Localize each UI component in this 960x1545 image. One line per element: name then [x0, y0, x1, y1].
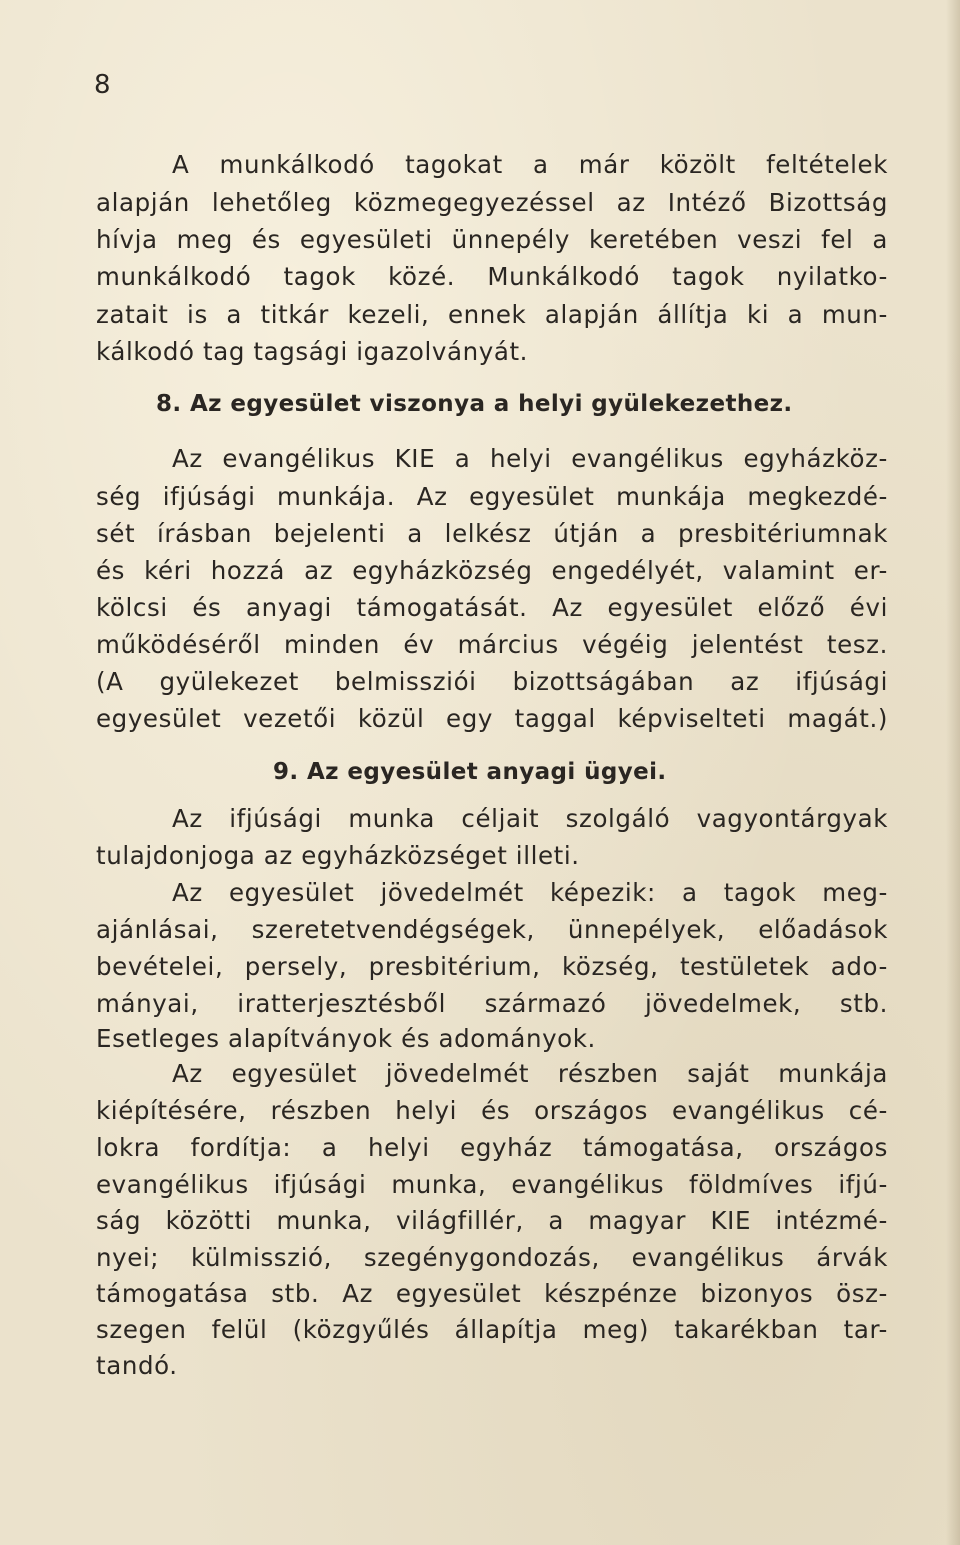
paragraph-1-line: kálkodó tag tagsági igazolványát. — [96, 337, 529, 366]
paragraph-2-line: működéséről minden év március végéig jelentést tesz. — [96, 630, 888, 659]
paragraph-3-line: tulajdonjoga az egyházközséget illeti. — [96, 841, 580, 870]
paragraph-2-line: és kéri hozzá az egyházközség engedélyét, valamint er- — [96, 556, 888, 585]
paragraph-4-line: Esetleges alapítványok és adományok. — [96, 1024, 596, 1053]
paragraph-5-line: támogatása stb. Az egyesület készpénze bizonyos ösz- — [96, 1279, 888, 1308]
paragraph-5-line: evangélikus ifjúsági munka, evangélikus földmíves ifjú- — [96, 1170, 888, 1199]
paragraph-2-line: egyesület vezetői közül egy taggal képviselteti magát.) — [96, 704, 888, 733]
paragraph-2-line: ség ifjúsági munkája. Az egyesület munkája megkezdé- — [96, 482, 888, 511]
paragraph-2-line: Az evangélikus KIE a helyi evangélikus egyházköz- — [172, 444, 888, 473]
paragraph-4-line: ajánlásai, szeretetvendégségek, ünnepélyek, előadások — [96, 915, 888, 944]
paragraph-5-line: kiépítésére, részben helyi és országos evangélikus cé- — [96, 1096, 888, 1125]
paragraph-2-line: kölcsi és anyagi támogatását. Az egyesület előző évi — [96, 593, 888, 622]
paragraph-1-line: munkálkodó tagok közé. Munkálkodó tagok nyilatko- — [96, 262, 888, 291]
paragraph-5-line: szegen felül (közgyűlés állapítja meg) takarékban tar- — [96, 1315, 888, 1344]
paragraph-1-line: hívja meg és egyesületi ünnepély keretében veszi fel a — [96, 225, 888, 254]
section-heading-9: 9. Az egyesület anyagi ügyei. — [273, 759, 667, 785]
paragraph-1-line: A munkálkodó tagokat a már közölt feltételek — [172, 150, 888, 179]
paragraph-5-line: tandó. — [96, 1351, 178, 1380]
page-edge-shadow — [946, 0, 960, 1545]
paragraph-3-line: Az ifjúsági munka céljait szolgáló vagyontárgyak — [172, 804, 888, 833]
paragraph-2-line: sét írásban bejelenti a lelkész útján a presbitériumnak — [96, 519, 888, 548]
paragraph-4-line: Az egyesület jövedelmét képezik: a tagok meg- — [172, 878, 888, 907]
paragraph-2-line: (A gyülekezet belmissziói bizottságában az ifjúsági — [96, 667, 888, 696]
paragraph-4-line: bevételei, persely, presbitérium, község, testületek ado- — [96, 952, 888, 981]
paragraph-5-line: lokra fordítja: a helyi egyház támogatása, országos — [96, 1133, 888, 1162]
paragraph-1-line: zatait is a titkár kezeli, ennek alapján állítja ki a mun- — [96, 300, 888, 329]
paragraph-5-line: Az egyesület jövedelmét részben saját munkája — [172, 1059, 888, 1088]
paragraph-5-line: ság közötti munka, világfillér, a magyar KIE intézmé- — [96, 1206, 888, 1235]
paragraph-5-line: nyei; külmisszió, szegénygondozás, evangélikus árvák — [96, 1243, 888, 1272]
paragraph-1-line: alapján lehetőleg közmegegyezéssel az Intéző Bizottság — [96, 188, 888, 217]
paragraph-4-line: mányai, iratterjesztésből származó jövedelmek, stb. — [96, 989, 888, 1018]
page-number: 8 — [94, 70, 111, 100]
section-heading-8: 8. Az egyesület viszonya a helyi gyülekezethez. — [156, 391, 793, 417]
